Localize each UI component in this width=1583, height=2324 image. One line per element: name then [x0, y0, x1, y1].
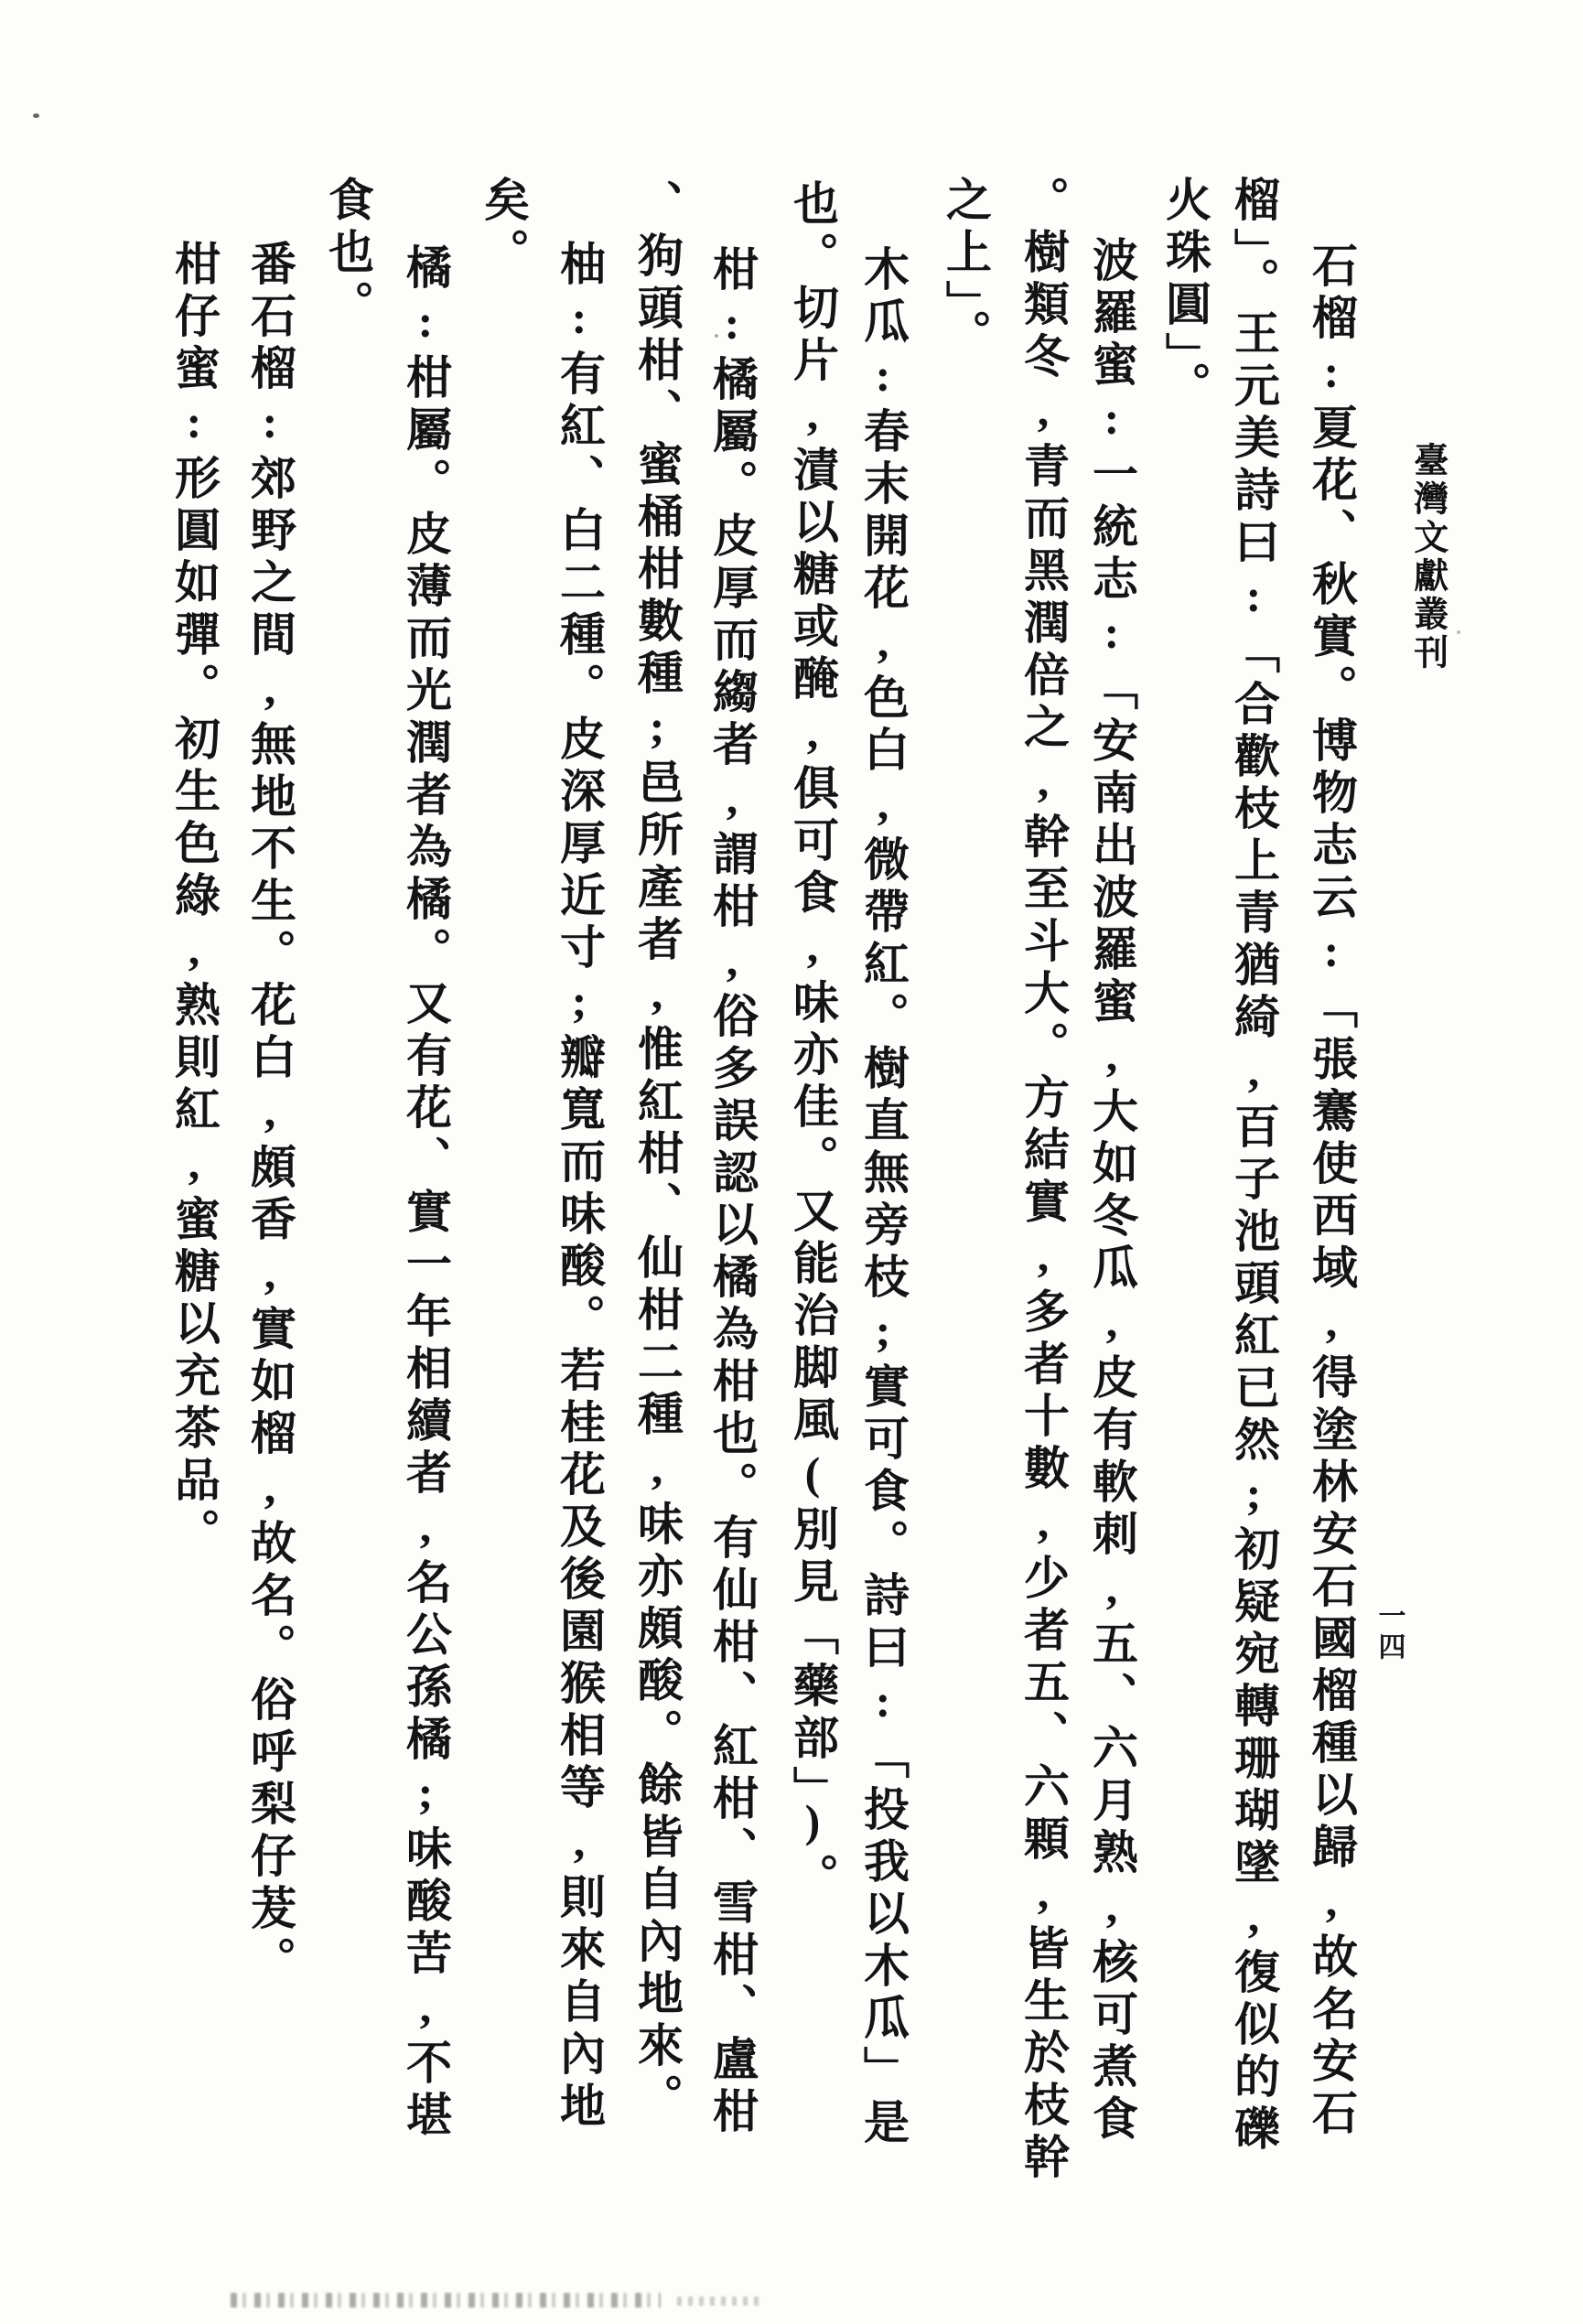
- scan-speck: [715, 334, 718, 338]
- running-head-title: 臺灣文獻叢刊: [1407, 442, 1447, 672]
- text-column: 、狗頭柑、蜜桶柑數種;邑所產者,惟紅柑、仙柑二種,味亦頗酸。餘皆自內地來。: [631, 179, 683, 2125]
- text-column-entry-ju: 橘:柑屬。皮薄而光潤者為橘。又有花、實一年相續者,名公孫橘;味酸苦,不堪: [400, 243, 451, 2143]
- text-column-entry-shiliu: 石榴:夏花、秋實。博物志云:「張騫使西域,得塗林安石國榴種以歸,故名安石: [1306, 242, 1357, 2141]
- text-column: 食也。: [322, 176, 373, 332]
- text-column-entry-fanshiliu: 番石榴:郊野之間,無地不生。花白,頗香,實如榴,故名。俗呼梨仔茇。: [244, 240, 296, 1988]
- text-column: 矣。: [478, 176, 529, 280]
- scan-noise-strip: [231, 2293, 661, 2308]
- text-column: 之上」。: [940, 176, 991, 361]
- scan-speck: [1457, 630, 1460, 634]
- text-column-entry-you: 柚:有紅、白二種。皮深厚近寸;瓣寬而味酸。若桂花及後園猴相等,則來自內地: [554, 240, 605, 2134]
- text-column: 也。切片,漬以糖或醃,俱可食,味亦佳。又能治脚風(別見「藥部」)。: [787, 179, 838, 1905]
- text-column: 。樹類冬,青而黑潤倍之,幹至斗大。方結實,多者十數,少者五、六顆,皆生於枝幹: [1018, 176, 1069, 2185]
- text-column: 榴」。王元美詩曰:「合歡枝上青猶綺,百子池頭紅已然;初疑宛轉珊瑚墜,復似的礫: [1228, 176, 1279, 2157]
- text-column-entry-gan: 柑:橘屬。皮厚而縐者,謂柑,俗多誤認以橘為柑也。有仙柑、紅柑、雪柑、盧柑: [706, 245, 758, 2139]
- scan-noise-strip: [677, 2297, 759, 2306]
- scan-speck: [33, 113, 39, 118]
- text-column: 火珠圓」。: [1159, 176, 1211, 414]
- text-column-entry-mugua: 木瓜:春末開花,色白,微帶紅。樹直無旁枝;實可食。詩曰:「投我以木瓜」是: [857, 245, 909, 2150]
- page-number: 一四: [1373, 1601, 1405, 1663]
- text-column-entry-ganzaimi: 柑仔蜜:形圓如彈。初生色綠,熟則紅,蜜糖以充茶品。: [168, 240, 220, 1560]
- text-column-entry-boluomi: 波羅蜜:一統志:「安南出波羅蜜,大如冬瓜,皮有軟刺,五、六月熟,核可煮食: [1086, 236, 1137, 2146]
